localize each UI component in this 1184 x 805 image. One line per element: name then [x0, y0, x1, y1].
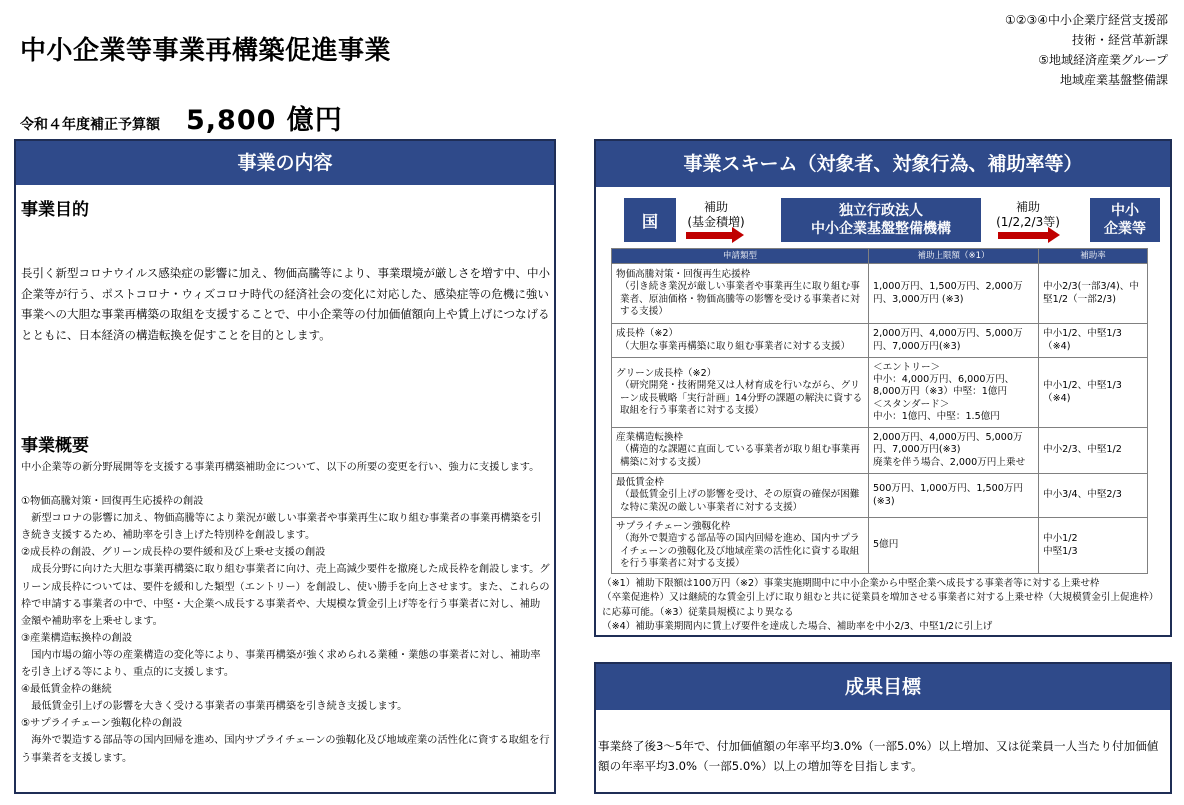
- flow-country-box: 国: [624, 198, 676, 242]
- type-cell: [612, 358, 869, 428]
- overview-item-body: 国内市場の縮小等の産業構造の変化等により、事業再構築が強く求められる業種・業態の事業者に対し、補助率を引き上げる等により、重点的に支援します。: [21, 649, 541, 679]
- rate-cell: 中小1/2 中堅1/3: [1039, 518, 1148, 574]
- type-desc: （大胆な事業再構築に取り組む事業者に対する支援）: [620, 340, 851, 352]
- department-line: ⑤地域経済産業グループ: [1038, 53, 1168, 67]
- overview-title: 事業概要: [21, 436, 89, 456]
- overview-intro: 中小企業等の新分野展開等を支援する事業再構築補助金について、以下の所要の変更を行い、強力に支援します。: [21, 462, 540, 473]
- limit-cell: ＜エントリー＞ 中小：4,000万円、6,000万円、8,000万円（※3）中堅：1億円 ＜スタンダード＞ 中小：1億円、中堅：1.5億円: [869, 358, 1039, 428]
- rate-cell: 中小2/3、中堅1/2: [1039, 428, 1148, 474]
- flow-arrow2-label: 補助 (1/2,2/3等): [996, 200, 1060, 229]
- table-row: [612, 518, 1148, 574]
- column-header: 補助率: [1039, 249, 1148, 264]
- type-name: 産業構造転換枠: [616, 432, 684, 444]
- type-name: 物価高騰対策・回復再生応援枠: [616, 268, 751, 280]
- footnote: （※4）補助事業期間内に賃上げ要件を達成した場合、補助率を中小2/3、中堅1/2に引上げ: [602, 621, 993, 633]
- flow-agency-box: 独立行政法人 中小企業基盤整備機構: [781, 198, 981, 242]
- flow-target-box: 中小 企業等: [1090, 198, 1160, 242]
- overview-item-title: ③産業構造転換枠の創設: [21, 632, 133, 644]
- column-header: 補助上限額（※1）: [869, 249, 1039, 264]
- department-info: [1005, 10, 1168, 90]
- type-name: サプライチェーン強靱化枠: [616, 520, 731, 532]
- rate-cell: 中小1/2、中堅1/3（※4): [1039, 324, 1148, 358]
- rate-cell: 中小1/2、中堅1/3（※4): [1039, 358, 1148, 428]
- type-desc: （研究開発・技術開発又は人材育成を行いながら、グリーン成長戦略「実行計画」14分野の課題の解決に資する取組を行う事業者に対する支援）: [620, 380, 863, 416]
- limit-cell: 2,000万円、4,000万円、5,000万円、7,000万円(※3) 廃業を伴う場合、2,000万円上乗せ: [869, 428, 1039, 474]
- overview-item-title: ⑤サプライチェーン強靱化枠の創設: [21, 718, 183, 730]
- type-cell: [612, 264, 869, 324]
- table-row: [612, 358, 1148, 428]
- table-row: [612, 324, 1148, 358]
- budget-label: 令和４年度補正予算額: [20, 117, 160, 133]
- flow-arrow1-icon: [686, 229, 744, 241]
- flow-arrow1-label: 補助 (基金積増): [687, 200, 745, 229]
- purpose-title: 事業目的: [21, 200, 89, 220]
- footnotes: [602, 577, 1166, 635]
- goal-panel-heading: 成果目標: [596, 664, 1170, 710]
- limit-cell: 500万円、1,000万円、1,500万円(※3): [869, 474, 1039, 518]
- type-cell: [612, 324, 869, 358]
- budget-amount: 5,800 億円: [186, 105, 343, 136]
- limit-cell: 2,000万円、4,000万円、5,000万円、7,000万円(※3): [869, 324, 1039, 358]
- overview-item-title: ④最低賃金枠の継続: [21, 684, 112, 696]
- content-panel-heading: 事業の内容: [16, 141, 554, 185]
- goal-panel: [594, 662, 1172, 794]
- type-cell: [612, 428, 869, 474]
- footnote: （卒業促進枠）又は継続的な賃金引上げに取り組むと共に従業員を増加させる事業者に対する上乗せ枠（大規模賃金引上促進枠）に応募可能。（※3）従業員規模により異なる: [602, 592, 1159, 618]
- overview-item-title: ②成長枠の創設、グリーン成長枠の要件緩和及び上乗せ支援の創設: [21, 547, 326, 559]
- budget: [20, 98, 343, 137]
- table-header-row: [612, 249, 1148, 264]
- type-name: 最低賃金枠: [616, 477, 664, 489]
- flow-arrow2-icon: [998, 229, 1060, 241]
- type-desc: （構造的な課題に直面している事業者が取り組む事業再構築に対する支援）: [620, 444, 860, 468]
- type-name: 成長枠（※2）: [616, 328, 679, 340]
- overview-item-body: 新型コロナの影響に加え、物価高騰等により業況が厳しい事業者や事業再生に取り組む事業者の事業再構築を引き続き支援するため、補助率を引き上げた特別枠を創設します。: [21, 513, 542, 542]
- overview-body: [21, 459, 550, 767]
- goal-text: 事業終了後3～5年で、付加価値額の年率平均3.0%（一部5.0%）以上増加、又は従業員一人当たり付加価値額の年率平均3.0%（一部5.0%）以上の増加等を目指します。: [598, 739, 1159, 773]
- overview-item-title: ①物価高騰対策・回復再生応援枠の創設: [21, 496, 204, 508]
- scheme-panel-heading: 事業スキーム（対象者、対象行為、補助率等）: [596, 141, 1170, 187]
- overview-item-body: 海外で製造する部品等の国内回帰を進め、国内サプライチェーンの強靱化及び地域産業の活性化に資する取組を行う事業者を支援します。: [21, 735, 550, 764]
- department-line: 地域産業基盤整備課: [1059, 73, 1168, 87]
- content-panel: [14, 139, 556, 794]
- table-row: [612, 428, 1148, 474]
- scheme-table: [611, 248, 1148, 574]
- rate-cell: 中小3/4、中堅2/3: [1039, 474, 1148, 518]
- type-desc: （海外で製造する部品等の国内回帰を進め、国内サプライチェーンの強靱化及び地域産業の活性化に資する取組を行う事業者に対する支援）: [620, 533, 860, 569]
- table-row: [612, 474, 1148, 518]
- table-row: [612, 264, 1148, 324]
- column-header: 申請類型: [612, 249, 869, 264]
- page-title: 中小企業等事業再構築促進事業: [20, 36, 392, 66]
- department-line: 技術・経営革新課: [1071, 33, 1168, 47]
- limit-cell: 5億円: [869, 518, 1039, 574]
- overview-item-body: 成長分野に向けた大胆な事業再構築に取り組む事業者に向け、売上高減少要件を撤廃した成長枠を創設します。グリーン成長枠については、要件を緩和した類型（エントリー）を創設し、使い勝手を向上させます。また、これらの枠で申請する事業者の中で、中堅・大企業へ成長する事業者や、大規模な賃金引上げ等を行う事業者に対し、補助金額や補助率を上乗せします。: [21, 564, 550, 627]
- type-cell: [612, 474, 869, 518]
- overview-item-body: 最低賃金引上げの影響を大きく受ける事業者の事業再構築を引き続き支援します。: [31, 701, 408, 713]
- limit-cell: 1,000万円、1,500万円、2,000万円、3,000万円 (※3): [869, 264, 1039, 324]
- type-cell: [612, 518, 869, 574]
- purpose-text: 長引く新型コロナウイルス感染症の影響に加え、物価高騰等により、事業環境が厳しさを増す中、中小企業等が行う、ポストコロナ・ウィズコロナ時代の経済社会の変化に対応した、感染症等の危機に強い事業への大胆な事業再構築の取組を支援することで、中小企業等の付加価値額向上や賃上げにつなげるとともに、日本経済の構造転換を促すことを目的とします。: [21, 266, 550, 342]
- type-desc: （最低賃金引上げの影響を受け、その原資の確保が困難な特に業況の厳しい事業者に対する支援）: [620, 489, 860, 513]
- type-desc: （引き続き業況が厳しい事業者や事業再生に取り組む事業者、原油価格・物価高騰等の影響を受ける事業者に対する支援）: [620, 281, 860, 317]
- footnote: （※1）補助下限額は100万円（※2）事業実施期間中に中小企業から中堅企業へ成長する事業者等に対する上乗せ枠: [602, 578, 1100, 589]
- type-name: グリーン成長枠（※2）: [616, 367, 717, 379]
- scheme-panel: [594, 139, 1172, 637]
- rate-cell: 中小2/3(一部3/4)、中堅1/2（一部2/3): [1039, 264, 1148, 324]
- department-line: ①②③④中小企業庁経営支援部: [1004, 13, 1168, 27]
